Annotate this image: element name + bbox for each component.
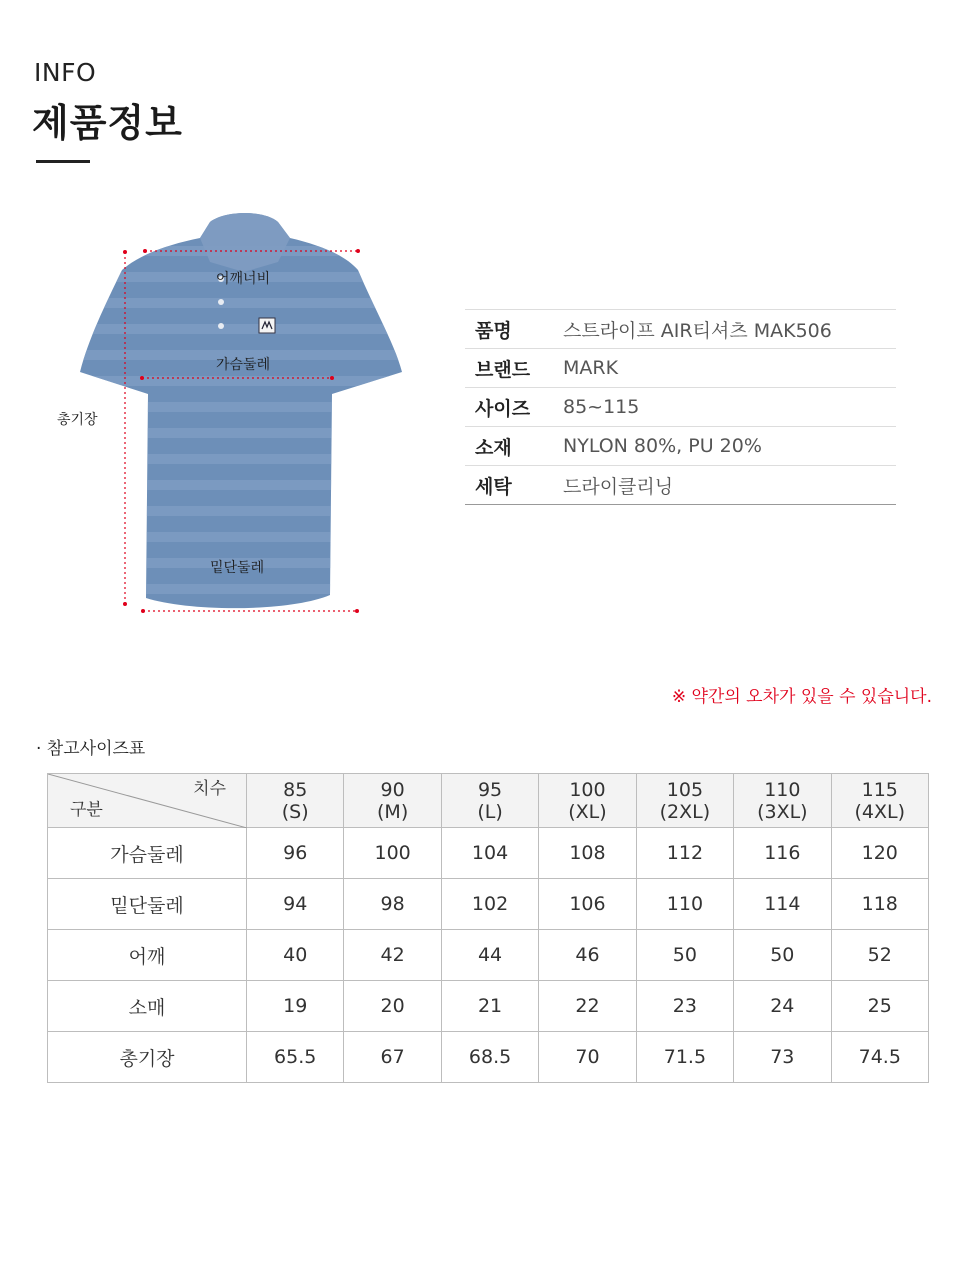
table-cell: 50 (734, 930, 831, 981)
table-cell: 100 (344, 828, 441, 879)
size-code: (3XL) (757, 800, 808, 823)
size-column-header (344, 774, 441, 828)
info-value: 스트라이프 AIR티셔츠 MAK506 (563, 319, 832, 342)
table-cell: 52 (831, 930, 928, 981)
info-key: 브랜드 (475, 358, 531, 381)
row-label: 밑단둘레 (48, 879, 247, 930)
shirt-stripe (70, 402, 410, 412)
info-row (465, 310, 896, 349)
shirt-stripe (70, 532, 410, 542)
table-cell: 104 (441, 828, 538, 879)
corner-cell (48, 774, 247, 828)
info-value: 드라이클리닝 (563, 475, 674, 498)
info-row (465, 349, 896, 388)
table-cell: 68.5 (441, 1032, 538, 1083)
table-cell: 19 (247, 981, 344, 1032)
shirt-stripe (70, 324, 410, 334)
table-cell: 118 (831, 879, 928, 930)
shirt-stripe (70, 376, 410, 386)
size-number: 95 (477, 778, 503, 801)
info-row (465, 427, 896, 466)
shirt-stripe (70, 454, 410, 464)
size-column-header (441, 774, 538, 828)
table-cell: 21 (441, 981, 538, 1032)
info-row (465, 466, 896, 505)
table-cell: 22 (539, 981, 636, 1032)
table-cell: 116 (734, 828, 831, 879)
size-column-header (247, 774, 344, 828)
size-number: 100 (569, 778, 606, 801)
table-cell: 73 (734, 1032, 831, 1083)
size-column-header (734, 774, 831, 828)
shirt-stripe (70, 480, 410, 490)
size-header-row (48, 774, 929, 828)
size-code: (S) (281, 800, 309, 823)
info-value: MARK (563, 357, 619, 379)
size-column-header (831, 774, 928, 828)
info-key: 소재 (475, 436, 512, 459)
shirt-measurement-diagram (40, 200, 440, 630)
table-cell: 94 (247, 879, 344, 930)
table-cell: 110 (636, 879, 733, 930)
table-row (48, 930, 929, 981)
table-cell: 20 (344, 981, 441, 1032)
table-cell: 42 (344, 930, 441, 981)
row-label: 소매 (48, 981, 247, 1032)
tolerance-notice: ※ 약간의 오차가 있을 수 있습니다. (671, 687, 932, 707)
corner-size-label: 치수 (193, 779, 226, 799)
table-cell: 24 (734, 981, 831, 1032)
info-label: INFO (34, 58, 97, 87)
table-cell: 44 (441, 930, 538, 981)
size-code: (2XL) (659, 800, 711, 823)
size-number: 90 (380, 778, 405, 801)
info-value: NYLON 80%, PU 20% (563, 435, 762, 457)
shirt-stripe (70, 506, 410, 516)
info-row (465, 388, 896, 427)
table-cell: 120 (831, 828, 928, 879)
size-chart-table (47, 773, 929, 1083)
row-label: 어깨 (48, 930, 247, 981)
size-number: 105 (666, 778, 704, 801)
table-cell: 70 (539, 1032, 636, 1083)
shirt-stripe (70, 428, 410, 438)
size-column-header (539, 774, 636, 828)
total-length-label: 총기장 (57, 412, 98, 428)
table-cell: 102 (441, 879, 538, 930)
table-cell: 23 (636, 981, 733, 1032)
button-2 (218, 299, 224, 305)
table-cell: 25 (831, 981, 928, 1032)
title-divider (36, 160, 90, 163)
table-cell: 106 (539, 879, 636, 930)
info-key: 사이즈 (475, 397, 531, 420)
info-key: 세탁 (475, 475, 512, 498)
info-value: 85~115 (563, 396, 640, 418)
info-key: 품명 (475, 319, 512, 342)
table-cell: 65.5 (247, 1032, 344, 1083)
table-cell: 114 (734, 879, 831, 930)
size-code: (M) (377, 800, 409, 823)
table-cell: 67 (344, 1032, 441, 1083)
table-cell: 50 (636, 930, 733, 981)
table-row (48, 879, 929, 930)
table-cell: 71.5 (636, 1032, 733, 1083)
shoulder-label: 어깨너비 (216, 271, 271, 287)
chest-label: 가슴둘레 (216, 357, 271, 373)
row-label: 가슴둘레 (48, 828, 247, 879)
table-cell: 40 (247, 930, 344, 981)
corner-category-label: 구분 (70, 800, 103, 820)
button-3 (218, 323, 224, 329)
table-cell: 112 (636, 828, 733, 879)
table-row (48, 1032, 929, 1083)
product-info-table (465, 309, 896, 505)
row-label: 총기장 (48, 1032, 247, 1083)
table-cell: 96 (247, 828, 344, 879)
size-number: 115 (861, 778, 898, 801)
hem-label: 밑단둘레 (210, 560, 265, 576)
size-code: (4XL) (854, 800, 906, 823)
table-row (48, 981, 929, 1032)
table-cell: 46 (539, 930, 636, 981)
table-cell: 108 (539, 828, 636, 879)
page-title: 제품정보 (32, 101, 183, 145)
size-code: (L) (477, 800, 503, 823)
size-table-heading: · 참고사이즈표 (36, 739, 146, 759)
table-cell: 98 (344, 879, 441, 930)
table-row (48, 828, 929, 879)
size-number: 85 (283, 778, 308, 801)
shirt-stripe (70, 298, 410, 308)
shirt-stripe (70, 584, 410, 594)
table-cell: 74.5 (831, 1032, 928, 1083)
size-number: 110 (764, 778, 801, 801)
size-code: (XL) (568, 800, 607, 823)
size-column-header (636, 774, 733, 828)
